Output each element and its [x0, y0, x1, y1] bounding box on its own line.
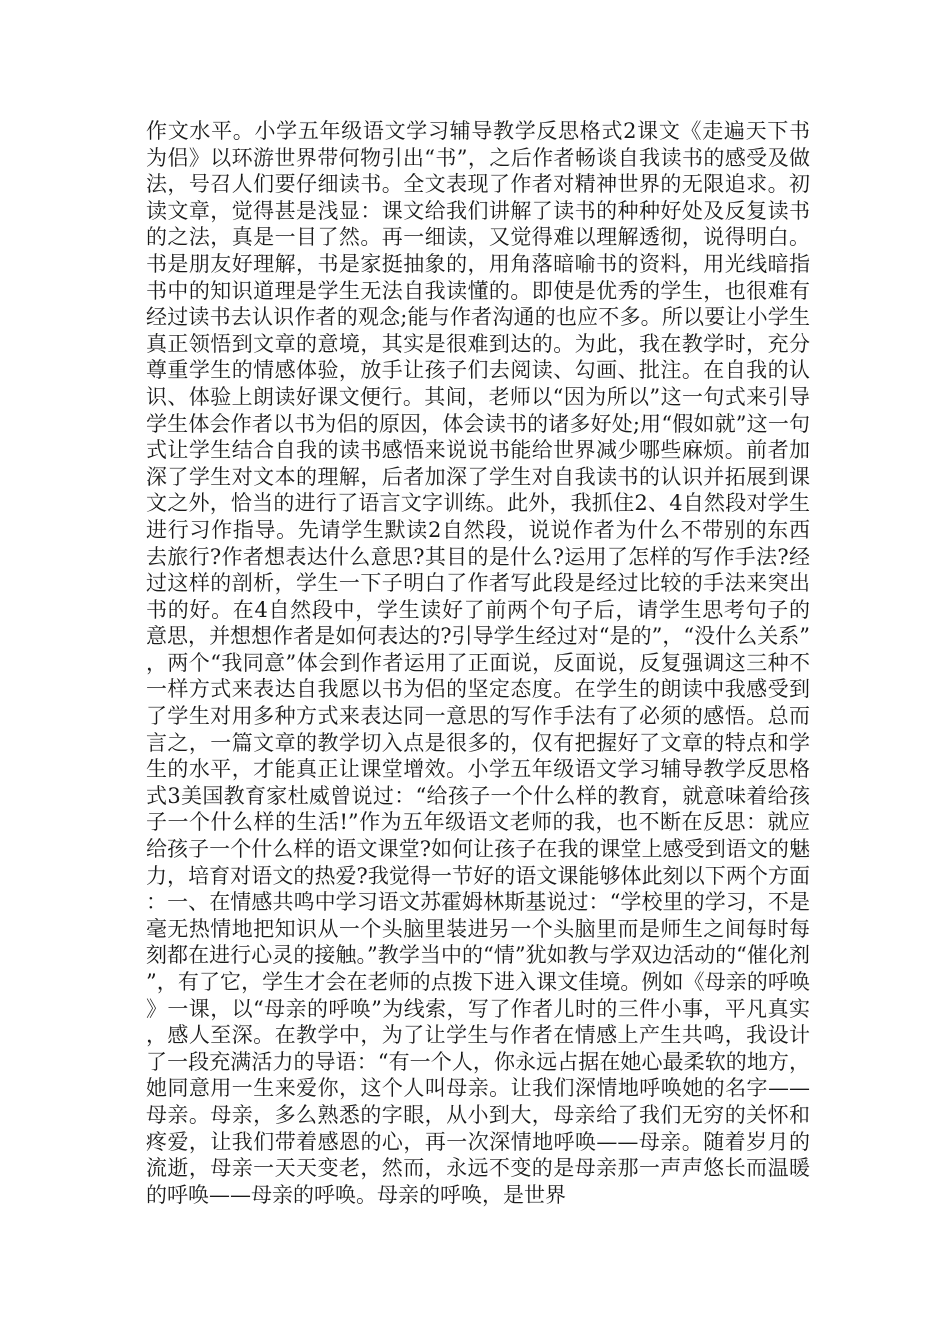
- body-text: 作文水平。小学五年级语文学习辅导教学反思格式2课文《走遍天下书为侣》以环游世界带何物引出“书”，之后作者畅谈自我读书的感受及做法，号召人们要仔细读书。全文表现了作者对精神世界的无限追求。初读文章，觉得甚是浅显：课文给我们讲解了读书的种种好处及反复读书的之法，真是一目了然。再一细读，又觉得难以理解透彻，说得明白。书是朋友好理解，书是家挺抽象的，用角落暗喻书的资料，用光线暗指书中的知识道理是学生无法自我读懂的。即使是优秀的学生，也很难有经过读书去认识作者的观念;能与作者沟通的也应不多。所以要让小学生真正领悟到文章的意境，其实是很难到达的。为此，我在教学时，充分尊重学生的情感体验，放手让孩子们去阅读、勾画、批注。在自我的认识、体验上朗读好课文便行。其间，老师以“因为所以”这一句式来引导学生体会作者以书为侣的原因，体会读书的诸多好处;用“假如就”这一句式让学生结合自我的读书感悟来说说书能给世界减少哪些麻烦。前者加深了学生对文本的理解，后者加深了学生对自我读书的认识并拓展到课文之外，恰当的进行了语言文字训练。此外，我抓住2、4自然段对学生进行习作指导。先请学生默读2自然段，说说作者为什么不带别的东西去旅行?作者想表达什么意思?其目的是什么?运用了怎样的写作手法?经过这样的剖析，学生一下子明白了作者写此段是经过比较的手法来突出书的好。在4自然段中，学生读好了前两个句子后，请学生思考句子的意思，并想想作者是如何表达的?引导学生经过对“是的”，“没什么关系”，两个“我同意”体会到作者运用了正面说，反面说，反复强调这三种不一样方式来表达自我愿以书为侣的坚定态度。在学生的朗读中我感受到了学生对用多种方式来表达同一意思的写作手法有了必须的感悟。总而言之，一篇文章的教学切入点是很多的，仅有把握好了文章的特点和学生的水平，才能真正让课堂增效。小学五年级语文学习辅导教学反思格式3美国教育家杜威曾说过：“给孩子一个什么样的教育，就意味着给孩子一个什么样的生活!”作为五年级语文老师的我，也不断在反思：就应给孩子一个什么样的语文课堂?如何让孩子在我的课堂上感受到语文的魅力，培育对语文的热爱?我觉得一节好的语文课能够体此刻以下两个方面：一、在情感共鸣中学习语文苏霍姆林斯基说过：“学校里的学习，不是毫无热情地把知识从一个头脑里装进另一个头脑里而是师生之间每时每刻都在进行心灵的接触。”教学当中的“情”犹如教与学双边活动的“催化剂”，有了它，学生才会在老师的点拨下进入课文佳境。例如《母亲的呼唤》一课，以“母亲的呼唤”为线索，写了作者儿时的三件小事，平凡真实，感人至深。在教学中，为了让学生与作者在情感上产生共鸣，我设计了一段充满活力的导语：“有一个人，你永远占据在她心最柔软的地方，她同意用一生来爱你，这个人叫母亲。让我们深情地呼唤她的名字——母亲。母亲，多么熟悉的字眼，从小到大，母亲给了我们无穷的关怀和疼爱，让我们带着感恩的心，再一次深情地呼唤——母亲。随着岁月的流逝，母亲一天天变老，然而，永远不变的是母亲那一声声悠长而温暖的呼唤——母亲的呼唤。母亲的呼唤，是世界: [146, 119, 810, 1207]
